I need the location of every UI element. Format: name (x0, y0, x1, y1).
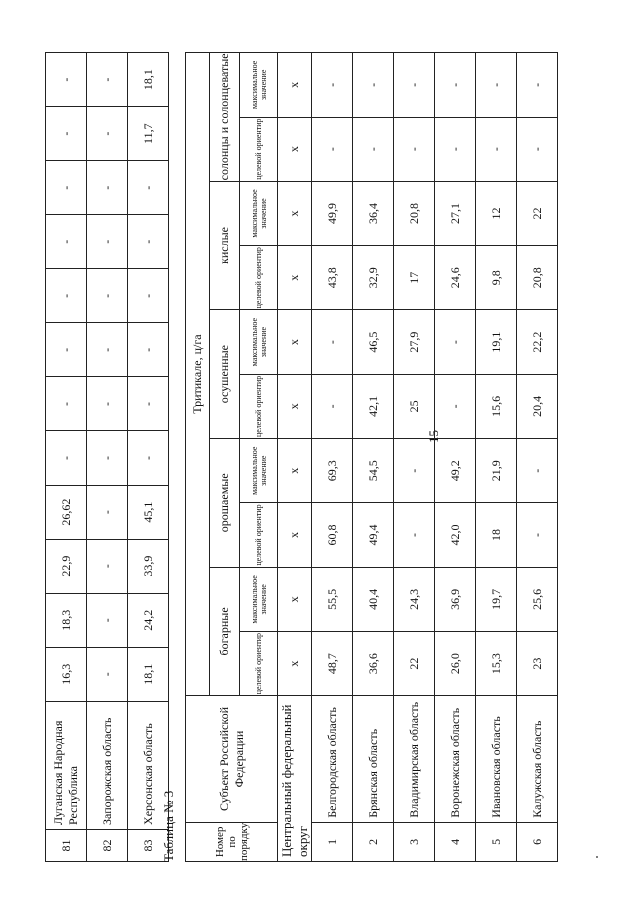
value-cell: - (476, 53, 517, 118)
value-cell: х (278, 181, 312, 246)
table-row (394, 53, 435, 862)
value-cell: 27,9 (394, 310, 435, 375)
value-cell: - (46, 53, 87, 107)
value-cell: 12 (476, 181, 517, 246)
value-cell: - (87, 161, 128, 215)
main-table (185, 52, 558, 862)
value-cell: 20,8 (517, 246, 558, 310)
district-name: Центральный федеральный округ (278, 696, 312, 862)
value-cell: 42,0 (435, 503, 476, 567)
value-cell: - (46, 107, 87, 161)
value-cell: 21,9 (476, 438, 517, 503)
value-cell: 26,0 (435, 632, 476, 696)
value-cell: - (312, 310, 353, 375)
table-row (312, 53, 353, 862)
value-cell: - (394, 503, 435, 567)
value-cell: - (46, 161, 87, 215)
target-header: целевой ориентир (240, 117, 278, 181)
value-cell: 20,8 (394, 181, 435, 246)
value-cell: 49,2 (435, 438, 476, 503)
value-cell: 45,1 (128, 485, 169, 539)
target-header: целевой ориентир (240, 632, 278, 696)
value-cell: - (87, 647, 128, 701)
top-table (45, 52, 169, 862)
max-header: максимальное значение (240, 567, 278, 632)
group-header: орошаемые (210, 438, 240, 567)
value-cell: - (87, 215, 128, 269)
value-cell: х (278, 632, 312, 696)
subject-name: Владимирская область (394, 696, 435, 823)
value-cell: 11,7 (128, 107, 169, 161)
value-cell: - (87, 593, 128, 647)
value-cell: - (128, 161, 169, 215)
value-cell: - (87, 269, 128, 323)
value-cell: - (87, 539, 128, 593)
value-cell: х (278, 53, 312, 118)
value-cell: 25 (394, 374, 435, 438)
value-cell: х (278, 246, 312, 310)
value-cell: - (312, 117, 353, 181)
value-cell: - (128, 269, 169, 323)
value-cell: 22,9 (46, 539, 87, 593)
value-cell: - (353, 117, 394, 181)
value-cell: 22 (517, 181, 558, 246)
value-cell: - (128, 323, 169, 377)
value-cell: - (87, 323, 128, 377)
value-cell: 18 (476, 503, 517, 567)
row-number: 82 (87, 829, 128, 861)
value-cell: - (435, 117, 476, 181)
row-number: 3 (394, 822, 435, 861)
value-cell: - (128, 377, 169, 431)
row-number: 1 (312, 822, 353, 861)
district-row (278, 53, 312, 862)
subject-name: Ивановская область (476, 696, 517, 823)
value-cell: 9,8 (476, 246, 517, 310)
value-cell: - (517, 438, 558, 503)
value-cell: - (517, 117, 558, 181)
value-cell: - (128, 431, 169, 485)
header-crop: Тритикале, ц/га (186, 53, 210, 696)
value-cell: 48,7 (312, 632, 353, 696)
value-cell: - (87, 377, 128, 431)
value-cell: 25,6 (517, 567, 558, 632)
value-cell: х (278, 438, 312, 503)
value-cell: 18,1 (128, 647, 169, 701)
value-cell: 46,5 (353, 310, 394, 375)
scan-speck (596, 856, 598, 858)
group-header: солонцы и солонцеватые (210, 53, 240, 182)
value-cell: 15,3 (476, 632, 517, 696)
table-row (353, 53, 394, 862)
value-cell: 24,2 (128, 593, 169, 647)
value-cell: 69,3 (312, 438, 353, 503)
target-header: целевой ориентир (240, 246, 278, 310)
value-cell: 36,9 (435, 567, 476, 632)
group-header: осушенные (210, 310, 240, 439)
value-cell: 19,7 (476, 567, 517, 632)
value-cell: - (394, 117, 435, 181)
subject-name: Воронежская область (435, 696, 476, 823)
value-cell: 26,62 (46, 485, 87, 539)
table-row (517, 53, 558, 862)
value-cell: 23 (517, 632, 558, 696)
value-cell: 33,9 (128, 539, 169, 593)
value-cell: 16,3 (46, 647, 87, 701)
row-number: 83 (128, 829, 169, 861)
value-cell: - (394, 438, 435, 503)
value-cell: 24,3 (394, 567, 435, 632)
value-cell: 49,9 (312, 181, 353, 246)
value-cell: - (87, 431, 128, 485)
row-number: 6 (517, 822, 558, 861)
value-cell: 15,6 (476, 374, 517, 438)
value-cell: - (46, 431, 87, 485)
value-cell: 42,1 (353, 374, 394, 438)
value-cell: - (394, 53, 435, 118)
subject-name: Запорожская область (87, 701, 128, 829)
value-cell: 32,9 (353, 246, 394, 310)
value-cell: - (476, 117, 517, 181)
header-subject: Субъект Российской Федерации (186, 696, 278, 823)
rotated-content (45, 42, 640, 862)
value-cell: 22 (394, 632, 435, 696)
value-cell: х (278, 310, 312, 375)
value-cell: - (46, 215, 87, 269)
page-number: 15 (426, 430, 441, 443)
value-cell: х (278, 117, 312, 181)
value-cell: - (87, 107, 128, 161)
value-cell: 20,4 (517, 374, 558, 438)
value-cell: - (517, 53, 558, 118)
value-cell: 54,5 (353, 438, 394, 503)
group-header: богарные (210, 567, 240, 696)
row-number: 4 (435, 822, 476, 861)
value-cell: х (278, 567, 312, 632)
value-cell: - (312, 374, 353, 438)
table-row (476, 53, 517, 862)
row-number: 5 (476, 822, 517, 861)
subject-name: Херсонская область (128, 701, 169, 829)
value-cell: 24,6 (435, 246, 476, 310)
max-header: максимальное значение (240, 53, 278, 118)
subject-name: Калужская область (517, 696, 558, 823)
value-cell: - (435, 53, 476, 118)
value-cell: 27,1 (435, 181, 476, 246)
value-cell: 18,3 (46, 593, 87, 647)
value-cell: х (278, 503, 312, 567)
top-table-row (87, 53, 128, 862)
value-cell: 17 (394, 246, 435, 310)
max-header: максимальное значение (240, 438, 278, 503)
value-cell: 22,2 (517, 310, 558, 375)
value-cell: 36,6 (353, 632, 394, 696)
value-cell: 60,8 (312, 503, 353, 567)
value-cell: - (312, 53, 353, 118)
value-cell: - (128, 215, 169, 269)
value-cell: - (435, 374, 476, 438)
top-table-row (128, 53, 169, 862)
value-cell: - (46, 377, 87, 431)
value-cell: - (46, 323, 87, 377)
value-cell: х (278, 374, 312, 438)
value-cell: - (517, 503, 558, 567)
value-cell: - (353, 53, 394, 118)
value-cell: - (87, 53, 128, 107)
value-cell: 49,4 (353, 503, 394, 567)
subject-name: Белгородская область (312, 696, 353, 823)
value-cell: - (46, 269, 87, 323)
group-header: кислые (210, 181, 240, 310)
row-number: 2 (353, 822, 394, 861)
max-header: максимальное значение (240, 181, 278, 246)
target-header: целевой ориентир (240, 503, 278, 567)
target-header: целевой ориентир (240, 374, 278, 438)
value-cell: - (87, 485, 128, 539)
value-cell: 43,8 (312, 246, 353, 310)
value-cell: 55,5 (312, 567, 353, 632)
value-cell: 40,4 (353, 567, 394, 632)
max-header: максимальное значение (240, 310, 278, 375)
header-num: Номер по порядку (186, 822, 278, 861)
subject-name: Луганская Народная Республика (46, 701, 87, 829)
top-table-row (46, 53, 87, 862)
value-cell: 36,4 (353, 181, 394, 246)
table-label: Таблица № 3 (161, 790, 176, 862)
value-cell: - (435, 310, 476, 375)
table-row (435, 53, 476, 862)
value-cell: 19,1 (476, 310, 517, 375)
subject-name: Брянская область (353, 696, 394, 823)
row-number: 81 (46, 829, 87, 861)
value-cell: 18,1 (128, 53, 169, 107)
